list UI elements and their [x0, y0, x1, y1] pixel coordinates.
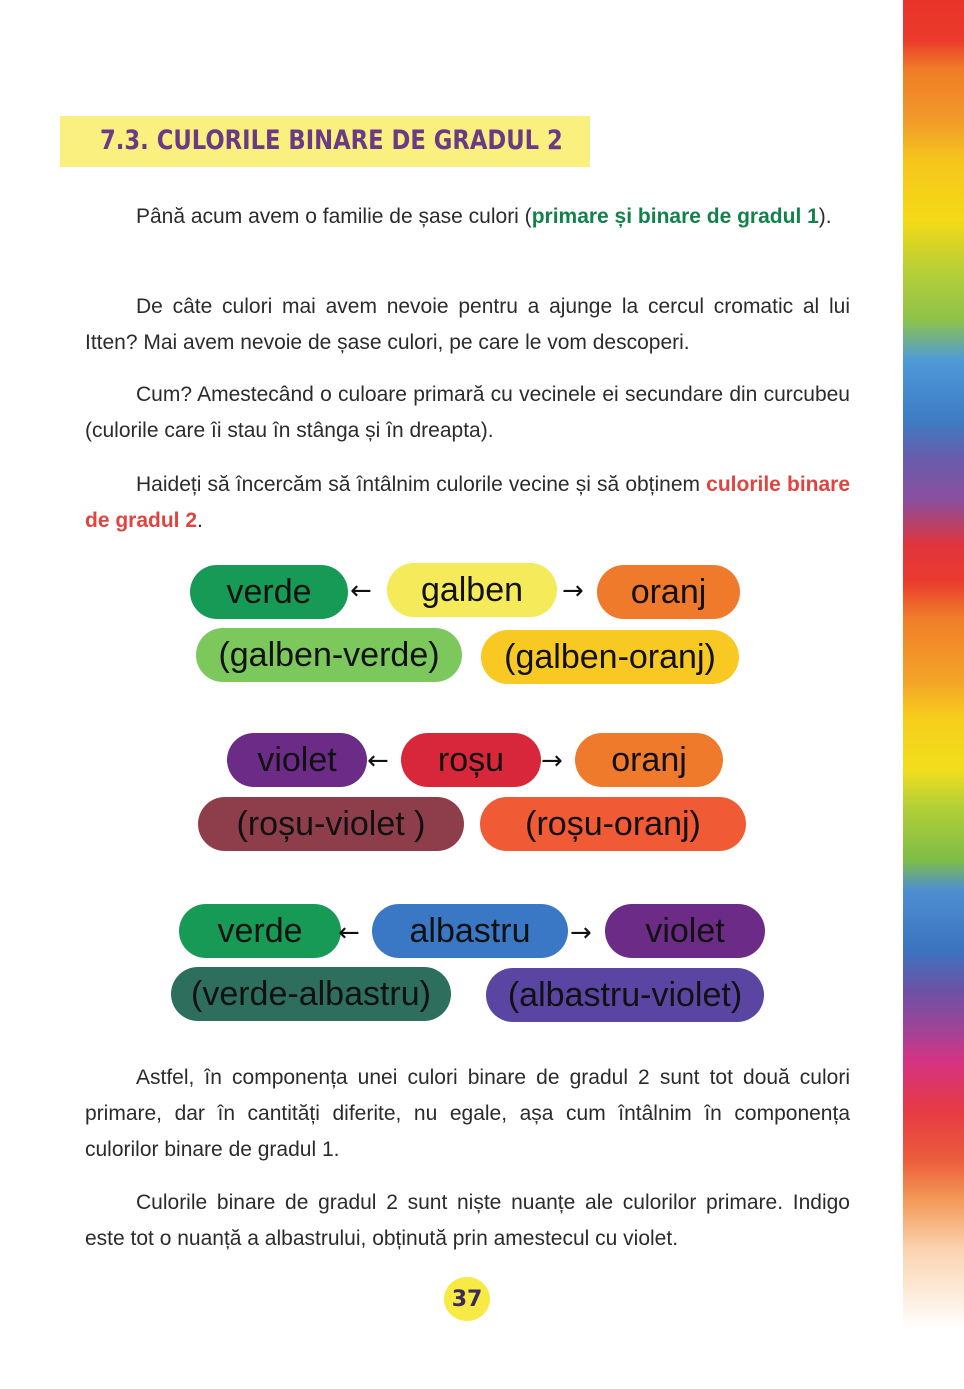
paragraph-4-highlight: culorile binare de gradul 2 — [85, 473, 851, 532]
color-pill-verde: verde — [179, 904, 341, 958]
color-pill-galben: galben — [387, 563, 557, 617]
color-pill-galben-oranj: (galben-oranj) — [481, 630, 739, 684]
paragraph-2: De câte culori mai avem nevoie pentru a ajunge la cercul cromatic al lui Itten? Mai avem nevoie de șase culori, pe care le vom descoperi. — [85, 295, 850, 354]
paragraph-1-end: ). — [818, 205, 832, 228]
color-pill-galben-verde: (galben-verde) — [196, 628, 462, 682]
section-title: 7.3. CULORILE BINARE DE GRADUL 2 — [100, 125, 563, 156]
paragraph-1-highlight: primare și binare de gradul 1 — [531, 205, 819, 228]
arrow-right-icon: → — [562, 576, 584, 606]
color-pill-rosu-violet: (roșu-violet ) — [198, 797, 464, 851]
paragraph-1 — [85, 199, 850, 235]
color-pill-verde: verde — [190, 565, 348, 619]
arrow-left-icon: ← — [367, 746, 389, 776]
paragraph-4 — [85, 467, 850, 539]
paragraph-1-text: Până acum avem o familie de șase culori ( — [136, 205, 532, 228]
paragraph-5: Astfel, în componența unei culori binare de gradul 2 sunt tot două culori primare, dar în cantități diferite, nu egale, așa cum întâlnim în componența culorilor binare de gradul 1. — [85, 1066, 850, 1161]
arrow-left-icon: ← — [338, 918, 360, 948]
color-pill-rosu: roșu — [401, 733, 541, 787]
color-pill-verde-albastru: (verde-albastru) — [171, 967, 451, 1021]
color-pill-oranj: oranj — [597, 565, 740, 619]
arrow-left-icon: ← — [350, 576, 372, 606]
color-pill-albastru-violet: (albastru-violet) — [486, 968, 764, 1022]
paragraph-4-end: . — [197, 509, 203, 532]
arrow-right-icon: → — [570, 918, 592, 948]
color-pill-albastru: albastru — [372, 904, 568, 958]
color-pill-rosu-oranj: (roșu-oranj) — [480, 797, 746, 851]
paragraph-4-text: Haideți să încercăm să întâlnim culorile vecine și să obținem — [136, 473, 707, 496]
color-pill-violet: violet — [605, 904, 765, 958]
rainbow-side-stripe — [903, 0, 964, 1389]
paragraph-3: Cum? Amestecând o culoare primară cu vecinele ei secundare din curcubeu (culorile care îi stau în stânga și în dreapta). — [85, 383, 850, 442]
arrow-right-icon: → — [541, 746, 563, 776]
color-pill-oranj: oranj — [575, 733, 723, 787]
page-number: 37 — [444, 1277, 490, 1321]
paragraph-6: Culorile binare de gradul 2 sunt niște nuanțe ale culorilor primare. Indigo este tot o nuanță a albastrului, obținută prin amestecul cu violet. — [85, 1191, 850, 1250]
color-pill-violet: violet — [227, 733, 367, 787]
